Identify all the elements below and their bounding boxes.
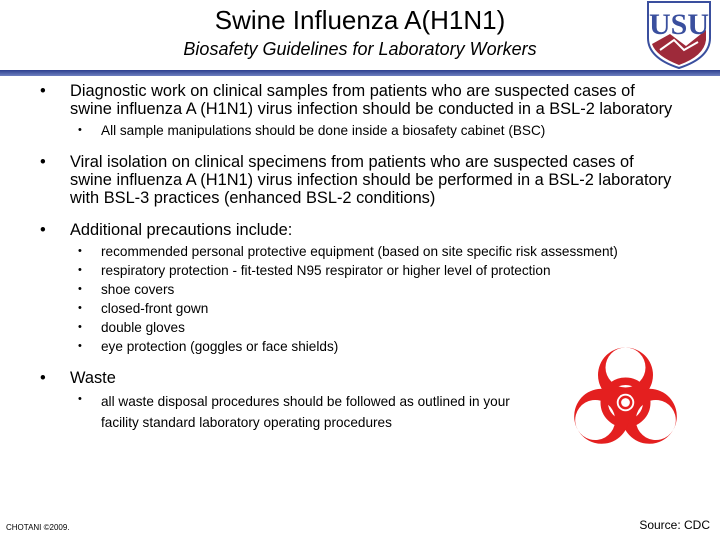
usu-shield-logo xyxy=(640,0,718,70)
bullet-text: Additional precautions include: xyxy=(70,221,293,239)
bullet-isolation xyxy=(0,153,720,207)
source-footer: Source: CDC xyxy=(639,518,710,532)
sub-bullet: • closed-front gown xyxy=(70,300,680,317)
sub-bullet: • respiratory protection - fit-tested N95 respirator or higher level of protection xyxy=(70,262,680,279)
sub-bullet: • shoe covers xyxy=(70,281,680,298)
bullet-text: Waste xyxy=(70,369,116,387)
logo-letters: USU xyxy=(648,8,710,41)
title-rule xyxy=(0,70,720,76)
bullet-precautions xyxy=(0,221,720,355)
waste-text: • all waste disposal procedures should be followed as outlined in your facility standard laboratory operating procedures xyxy=(101,394,510,430)
bullet-text: Viral isolation on clinical specimens from patients who are suspected cases of swine influenza A (H1N1) virus infection should be performed in a BSL-2 laboratory with BSL-3 practices (enhanced BSL-2 conditions) xyxy=(70,153,672,207)
sub-bullet: • recommended personal protective equipment (based on site specific risk assessment) xyxy=(70,243,680,260)
sub-bullet: • double gloves xyxy=(70,319,680,336)
sub-bullet: • All sample manipulations should be done inside a biosafety cabinet (BSC) xyxy=(70,122,680,139)
bullet-text: Diagnostic work on clinical samples from patients who are suspected cases of swine influenza A (H1N1) virus infection should be conducted in a BSL-2 laboratory xyxy=(70,82,673,118)
biohazard-icon xyxy=(563,340,688,455)
slide-title: Swine Influenza A(H1N1) xyxy=(214,5,506,35)
sub-bullet: • eye protection (goggles or face shields) xyxy=(70,338,680,355)
bullet-diagnostic xyxy=(0,82,720,139)
slide-subtitle: Biosafety Guidelines for Laboratory Workers xyxy=(183,39,537,59)
copyright-footer: CHOTANI ©2009. xyxy=(6,523,70,532)
